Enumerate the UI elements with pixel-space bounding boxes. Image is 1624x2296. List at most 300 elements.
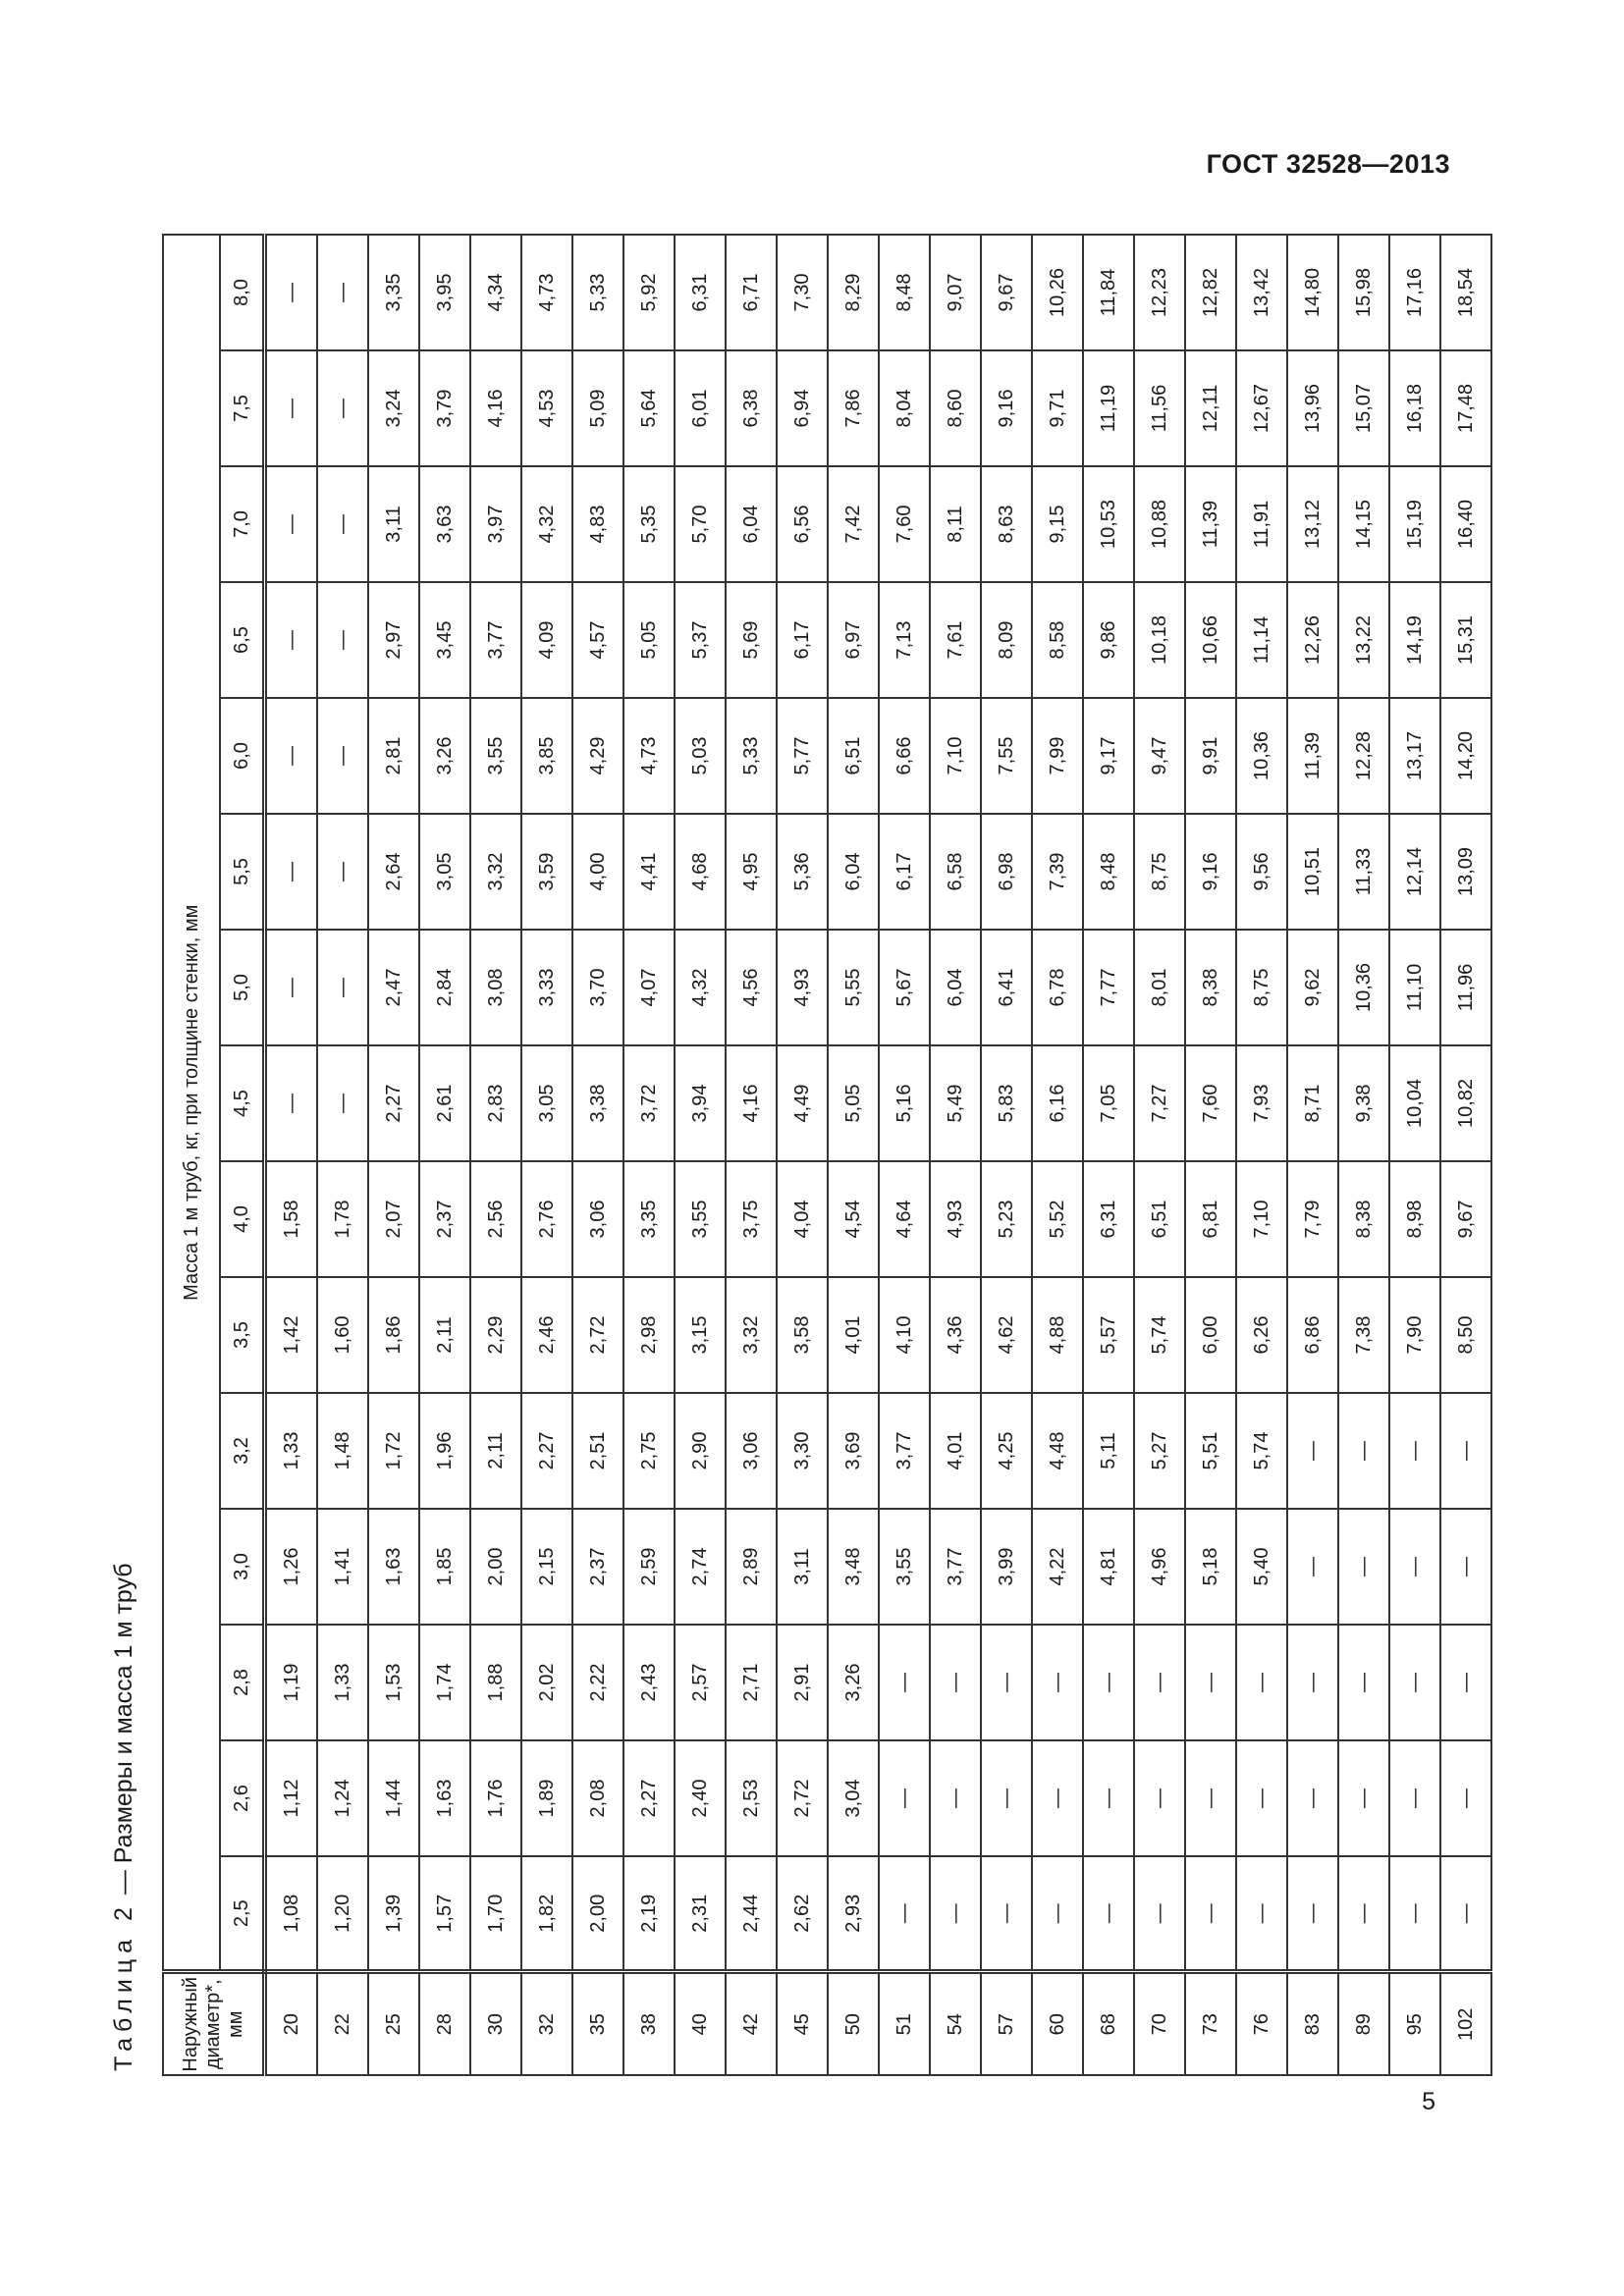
mass-cell: 2,89: [726, 1509, 777, 1625]
mass-cell: 3,11: [777, 1509, 828, 1625]
mass-cell: 10,18: [1134, 582, 1185, 698]
mass-cell: 5,37: [675, 582, 726, 698]
mass-cell: 1,42: [265, 1277, 318, 1393]
mass-cell: 1,88: [470, 1625, 521, 1740]
mass-cell: 8,29: [828, 235, 879, 350]
mass-cell: 1,78: [317, 1161, 368, 1277]
mass-cell: 3,59: [521, 814, 572, 930]
mass-cell: 4,22: [1032, 1509, 1083, 1625]
mass-cell: 6,38: [726, 350, 777, 466]
mass-cell: 2,02: [521, 1625, 572, 1740]
mass-cell: 3,35: [368, 235, 419, 350]
mass-cell: —: [1389, 1393, 1440, 1509]
mass-cell: 8,50: [1440, 1277, 1491, 1393]
mass-cell: 9,67: [981, 235, 1032, 350]
mass-cell: 4,01: [828, 1277, 879, 1393]
table-row: [828, 235, 879, 2075]
table-row: [368, 235, 419, 2075]
mass-cell: 6,71: [726, 235, 777, 350]
mass-cell: 10,04: [1389, 1045, 1440, 1161]
diameter-cell: 83: [1287, 1972, 1338, 2075]
mass-cell: —: [1440, 1509, 1491, 1625]
mass-cell: 4,25: [981, 1393, 1032, 1509]
mass-cell: —: [317, 582, 368, 698]
mass-cell: 3,72: [623, 1045, 675, 1161]
mass-cell: 3,38: [572, 1045, 623, 1161]
mass-cell: 6,04: [828, 814, 879, 930]
mass-cell: 6,56: [777, 466, 828, 582]
mass-cell: 3,26: [419, 698, 470, 814]
mass-cell: 7,55: [981, 698, 1032, 814]
mass-cell: 6,31: [675, 235, 726, 350]
mass-cell: —: [265, 350, 318, 466]
mass-cell: 2,00: [572, 1856, 623, 1972]
mass-cell: 5,40: [1236, 1509, 1287, 1625]
mass-cell: 3,69: [828, 1393, 879, 1509]
mass-cell: 5,70: [675, 466, 726, 582]
mass-cell: 6,78: [1032, 930, 1083, 1045]
mass-cell: 2,29: [470, 1277, 521, 1393]
mass-cell: 3,32: [470, 814, 521, 930]
diameter-cell: 38: [623, 1972, 675, 2075]
mass-cell: 6,26: [1236, 1277, 1287, 1393]
table-row: [981, 235, 1032, 2075]
mass-cell: 10,82: [1440, 1045, 1491, 1161]
mass-cell: 7,39: [1032, 814, 1083, 930]
mass-cell: —: [265, 1045, 318, 1161]
mass-cell: 7,60: [1185, 1045, 1236, 1161]
diameter-cell: 32: [521, 1972, 572, 2075]
mass-cell: 8,11: [930, 466, 981, 582]
mass-cell: 1,72: [368, 1393, 419, 1509]
mass-cell: —: [1287, 1740, 1338, 1856]
mass-cell: 4,07: [623, 930, 675, 1045]
mass-cell: —: [1338, 1740, 1389, 1856]
mass-cell: 10,88: [1134, 466, 1185, 582]
mass-cell: 5,74: [1134, 1277, 1185, 1393]
mass-cell: —: [317, 1045, 368, 1161]
mass-cell: 6,97: [828, 582, 879, 698]
mass-cell: 2,40: [675, 1740, 726, 1856]
table-row: [1440, 235, 1491, 2075]
mass-cell: 2,11: [470, 1393, 521, 1509]
mass-cell: 3,85: [521, 698, 572, 814]
mass-cell: —: [265, 582, 318, 698]
mass-cell: 9,15: [1032, 466, 1083, 582]
mass-cell: 6,00: [1185, 1277, 1236, 1393]
table-row: [419, 235, 470, 2075]
mass-cell: 1,82: [521, 1856, 572, 1972]
mass-cell: 7,61: [930, 582, 981, 698]
diameter-cell: 76: [1236, 1972, 1287, 2075]
mass-cell: 2,22: [572, 1625, 623, 1740]
mass-cell: 2,53: [726, 1740, 777, 1856]
mass-cell: 11,84: [1083, 235, 1134, 350]
diameter-cell: 28: [419, 1972, 470, 2075]
table-row: [1032, 235, 1083, 2075]
mass-cell: 10,36: [1338, 930, 1389, 1045]
mass-cell: 5,05: [828, 1045, 879, 1161]
mass-cell: 2,31: [675, 1856, 726, 1972]
mass-cell: 2,57: [675, 1625, 726, 1740]
mass-cell: 2,93: [828, 1856, 879, 1972]
mass-cell: 9,47: [1134, 698, 1185, 814]
mass-cell: —: [1287, 1856, 1338, 1972]
mass-cell: 16,40: [1440, 466, 1491, 582]
diameter-cell: 30: [470, 1972, 521, 2075]
table-row: [317, 235, 368, 2075]
mass-cell: —: [1083, 1740, 1134, 1856]
mass-cell: 4,68: [675, 814, 726, 930]
mass-cell: 3,55: [879, 1509, 930, 1625]
mass-cell: 8,58: [1032, 582, 1083, 698]
mass-cell: 15,31: [1440, 582, 1491, 698]
mass-cell: 10,66: [1185, 582, 1236, 698]
mass-cell: 3,15: [675, 1277, 726, 1393]
mass-cell: 3,24: [368, 350, 419, 466]
mass-cell: 3,63: [419, 466, 470, 582]
mass-cell: 14,20: [1440, 698, 1491, 814]
mass-cell: 9,16: [981, 350, 1032, 466]
table-row: [265, 235, 318, 2075]
table-caption-text: Размеры и масса 1 м труб: [110, 1563, 137, 1864]
mass-cell: —: [1287, 1393, 1338, 1509]
mass-cell: 4,81: [1083, 1509, 1134, 1625]
mass-cell: 2,15: [521, 1509, 572, 1625]
mass-cell: 2,08: [572, 1740, 623, 1856]
thickness-header: 2,6: [220, 1740, 265, 1856]
diameter-cell: 42: [726, 1972, 777, 2075]
mass-cell: 1,33: [265, 1393, 318, 1509]
mass-cell: 8,38: [1338, 1161, 1389, 1277]
mass-cell: 4,01: [930, 1393, 981, 1509]
mass-cell: 1,48: [317, 1393, 368, 1509]
mass-cell: —: [1287, 1509, 1338, 1625]
mass-cell: 5,74: [1236, 1393, 1287, 1509]
mass-cell: 1,44: [368, 1740, 419, 1856]
mass-cell: 13,42: [1236, 235, 1287, 350]
mass-cell: 10,36: [1236, 698, 1287, 814]
thickness-header: 5,5: [220, 814, 265, 930]
mass-cell: —: [265, 814, 318, 930]
mass-cell: 15,98: [1338, 235, 1389, 350]
mass-cell: 6,01: [675, 350, 726, 466]
mass-cell: 5,92: [623, 235, 675, 350]
mass-cell: —: [1389, 1856, 1440, 1972]
mass-cell: 9,38: [1338, 1045, 1389, 1161]
mass-cell: 2,71: [726, 1625, 777, 1740]
mass-cell: 2,27: [521, 1393, 572, 1509]
thickness-header: 3,0: [220, 1509, 265, 1625]
mass-cell: 10,51: [1287, 814, 1338, 930]
diameter-cell: 89: [1338, 1972, 1389, 2075]
mass-cell: 9,62: [1287, 930, 1338, 1045]
mass-cell: 4,62: [981, 1277, 1032, 1393]
mass-cell: —: [1236, 1740, 1287, 1856]
mass-cell: 3,06: [572, 1161, 623, 1277]
mass-cell: 4,00: [572, 814, 623, 930]
mass-cell: 3,99: [981, 1509, 1032, 1625]
mass-cell: —: [1287, 1625, 1338, 1740]
mass-cell: 4,95: [726, 814, 777, 930]
mass-cell: 2,84: [419, 930, 470, 1045]
mass-cell: 1,76: [470, 1740, 521, 1856]
mass-cell: 5,18: [1185, 1509, 1236, 1625]
mass-cell: 2,90: [675, 1393, 726, 1509]
mass-cell: 2,37: [419, 1161, 470, 1277]
table-caption: [110, 1563, 138, 2071]
mass-cell: —: [1440, 1393, 1491, 1509]
mass-cell: 3,30: [777, 1393, 828, 1509]
mass-cell: 3,95: [419, 235, 470, 350]
mass-cell: 2,98: [623, 1277, 675, 1393]
mass-cell: 1,33: [317, 1625, 368, 1740]
mass-cell: 5,16: [879, 1045, 930, 1161]
mass-cell: 2,44: [726, 1856, 777, 1972]
mass-cell: 3,70: [572, 930, 623, 1045]
mass-cell: 5,11: [1083, 1393, 1134, 1509]
mass-cell: 6,31: [1083, 1161, 1134, 1277]
mass-cell: —: [317, 466, 368, 582]
table-row: [777, 235, 828, 2075]
mass-cell: 4,88: [1032, 1277, 1083, 1393]
mass-cell: 1,74: [419, 1625, 470, 1740]
mass-cell: 4,09: [521, 582, 572, 698]
mass-cell: 6,04: [930, 930, 981, 1045]
mass-cell: 2,75: [623, 1393, 675, 1509]
mass-cell: 2,97: [368, 582, 419, 698]
mass-cell: 2,27: [368, 1045, 419, 1161]
diameter-cell: 57: [981, 1972, 1032, 2075]
mass-cell: —: [1032, 1856, 1083, 1972]
mass-cell: 5,36: [777, 814, 828, 930]
standard-code: ГОСТ 32528—2013: [1206, 149, 1450, 179]
mass-cell: 3,05: [419, 814, 470, 930]
mass-cell: 5,51: [1185, 1393, 1236, 1509]
mass-cell: 11,14: [1236, 582, 1287, 698]
table-row: [521, 235, 572, 2075]
mass-cell: —: [930, 1856, 981, 1972]
mass-cell: 3,75: [726, 1161, 777, 1277]
mass-cell: 5,33: [726, 698, 777, 814]
thickness-header: 4,5: [220, 1045, 265, 1161]
mass-cell: —: [1134, 1625, 1185, 1740]
thickness-header: 7,5: [220, 350, 265, 466]
mass-cell: 3,48: [828, 1509, 879, 1625]
mass-cell: —: [1389, 1509, 1440, 1625]
mass-cell: 1,85: [419, 1509, 470, 1625]
mass-cell: 5,35: [623, 466, 675, 582]
mass-cell: 5,05: [623, 582, 675, 698]
thickness-header: 5,0: [220, 930, 265, 1045]
mass-cell: 15,07: [1338, 350, 1389, 466]
mass-cell: —: [1032, 1625, 1083, 1740]
mass-cell: 18,54: [1440, 235, 1491, 350]
thickness-header: 6,0: [220, 698, 265, 814]
thickness-header: 2,5: [220, 1856, 265, 1972]
diameter-cell: 68: [1083, 1972, 1134, 2075]
mass-cell: 11,96: [1440, 930, 1491, 1045]
mass-cell: 6,41: [981, 930, 1032, 1045]
mass-cell: 2,19: [623, 1856, 675, 1972]
mass-cell: 6,94: [777, 350, 828, 466]
mass-cell: 7,60: [879, 466, 930, 582]
mass-cell: 9,56: [1236, 814, 1287, 930]
mass-cell: 3,97: [470, 466, 521, 582]
mass-cell: 1,19: [265, 1625, 318, 1740]
mass-cell: 2,11: [419, 1277, 470, 1393]
mass-cell: 1,26: [265, 1509, 318, 1625]
mass-cell: 8,98: [1389, 1161, 1440, 1277]
mass-cell: 2,37: [572, 1509, 623, 1625]
mass-cell: 11,91: [1236, 466, 1287, 582]
table-row: [726, 235, 777, 2075]
mass-cell: 1,96: [419, 1393, 470, 1509]
mass-cell: 4,64: [879, 1161, 930, 1277]
mass-cell: 2,81: [368, 698, 419, 814]
mass-cell: 11,10: [1389, 930, 1440, 1045]
mass-cell: 8,38: [1185, 930, 1236, 1045]
mass-cell: 7,93: [1236, 1045, 1287, 1161]
mass-cell: 8,01: [1134, 930, 1185, 1045]
mass-cell: 4,49: [777, 1045, 828, 1161]
mass-cell: —: [1440, 1856, 1491, 1972]
mass-cell: —: [1440, 1625, 1491, 1740]
table-row: [1287, 235, 1338, 2075]
mass-cell: 7,30: [777, 235, 828, 350]
mass-cell: —: [879, 1625, 930, 1740]
thickness-header-row: [220, 235, 265, 2075]
mass-cell: —: [1338, 1509, 1389, 1625]
table-group-header-row: [163, 235, 220, 2075]
table-row: [1338, 235, 1389, 2075]
mass-cell: 8,71: [1287, 1045, 1338, 1161]
mass-cell: 13,22: [1338, 582, 1389, 698]
mass-cell: 7,90: [1389, 1277, 1440, 1393]
mass-cell: 3,79: [419, 350, 470, 466]
mass-cell: 2,72: [777, 1740, 828, 1856]
mass-cell: 3,58: [777, 1277, 828, 1393]
mass-cell: —: [265, 930, 318, 1045]
mass-cell: 9,67: [1440, 1161, 1491, 1277]
mass-cell: 5,83: [981, 1045, 1032, 1161]
mass-cell: —: [1389, 1625, 1440, 1740]
mass-cell: 3,33: [521, 930, 572, 1045]
mass-cell: 9,71: [1032, 350, 1083, 466]
mass-cell: —: [1134, 1740, 1185, 1856]
mass-cell: 6,51: [828, 698, 879, 814]
mass-cell: 5,57: [1083, 1277, 1134, 1393]
mass-cell: 9,17: [1083, 698, 1134, 814]
mass-cell: 2,76: [521, 1161, 572, 1277]
mass-cell: 6,81: [1185, 1161, 1236, 1277]
mass-cell: —: [1083, 1625, 1134, 1740]
table-caption-label: Таблица 2: [110, 1901, 137, 2071]
mass-cell: 14,15: [1338, 466, 1389, 582]
mass-cell: —: [879, 1856, 930, 1972]
mass-cell: 2,51: [572, 1393, 623, 1509]
mass-cell: 6,51: [1134, 1161, 1185, 1277]
mass-cell: 3,77: [930, 1509, 981, 1625]
table-row: [675, 235, 726, 2075]
mass-cell: 12,82: [1185, 235, 1236, 350]
mass-cell: 5,77: [777, 698, 828, 814]
mass-cell: 4,73: [623, 698, 675, 814]
mass-cell: 8,60: [930, 350, 981, 466]
table-body: [265, 235, 1492, 2075]
mass-cell: 7,10: [1236, 1161, 1287, 1277]
mass-cell: —: [930, 1625, 981, 1740]
mass-cell: 8,75: [1236, 930, 1287, 1045]
mass-cell: 5,09: [572, 350, 623, 466]
mass-cell: —: [1185, 1740, 1236, 1856]
mass-cell: 6,58: [930, 814, 981, 930]
diameter-cell: 60: [1032, 1972, 1083, 2075]
mass-cell: 9,91: [1185, 698, 1236, 814]
diameter-cell: 95: [1389, 1972, 1440, 2075]
mass-cell: 12,23: [1134, 235, 1185, 350]
mass-cell: 2,83: [470, 1045, 521, 1161]
mass-cell: —: [1338, 1856, 1389, 1972]
mass-cell: 5,64: [623, 350, 675, 466]
mass-cell: 6,98: [981, 814, 1032, 930]
mass-cell: 4,73: [521, 235, 572, 350]
mass-cell: 4,36: [930, 1277, 981, 1393]
page-number: 5: [1422, 2088, 1435, 2115]
thickness-header: 2,8: [220, 1625, 265, 1740]
mass-cell: 14,80: [1287, 235, 1338, 350]
table-caption-separator: —: [110, 1863, 137, 1902]
mass-cell: 1,58: [265, 1161, 318, 1277]
mass-cell: 5,69: [726, 582, 777, 698]
mass-cell: —: [1185, 1625, 1236, 1740]
mass-cell: —: [1236, 1856, 1287, 1972]
diameter-cell: 40: [675, 1972, 726, 2075]
mass-cell: —: [1338, 1393, 1389, 1509]
mass-cell: 4,32: [675, 930, 726, 1045]
mass-cell: 6,86: [1287, 1277, 1338, 1393]
mass-cell: 4,32: [521, 466, 572, 582]
mass-cell: 7,86: [828, 350, 879, 466]
mass-cell: 12,26: [1287, 582, 1338, 698]
mass-cell: 7,10: [930, 698, 981, 814]
mass-cell: 4,48: [1032, 1393, 1083, 1509]
mass-cell: 2,59: [623, 1509, 675, 1625]
mass-cell: 2,43: [623, 1625, 675, 1740]
mass-cell: 3,11: [368, 466, 419, 582]
mass-cell: 1,41: [317, 1509, 368, 1625]
mass-cell: 4,83: [572, 466, 623, 582]
table-row: [572, 235, 623, 2075]
mass-cell: 2,74: [675, 1509, 726, 1625]
mass-cell: —: [1338, 1625, 1389, 1740]
mass-cell: 2,62: [777, 1856, 828, 1972]
mass-cell: 7,42: [828, 466, 879, 582]
mass-cell: 3,35: [623, 1161, 675, 1277]
mass-cell: 12,11: [1185, 350, 1236, 466]
mass-cell: 5,23: [981, 1161, 1032, 1277]
mass-cell: 3,55: [675, 1161, 726, 1277]
mass-cell: 5,33: [572, 235, 623, 350]
mass-cell: 1,24: [317, 1740, 368, 1856]
mass-cell: 5,55: [828, 930, 879, 1045]
mass-cell: 9,16: [1185, 814, 1236, 930]
mass-cell: —: [317, 930, 368, 1045]
mass-cell: 1,63: [419, 1740, 470, 1856]
mass-cell: 7,27: [1134, 1045, 1185, 1161]
mass-cell: —: [265, 235, 318, 350]
mass-cell: 16,18: [1389, 350, 1440, 466]
